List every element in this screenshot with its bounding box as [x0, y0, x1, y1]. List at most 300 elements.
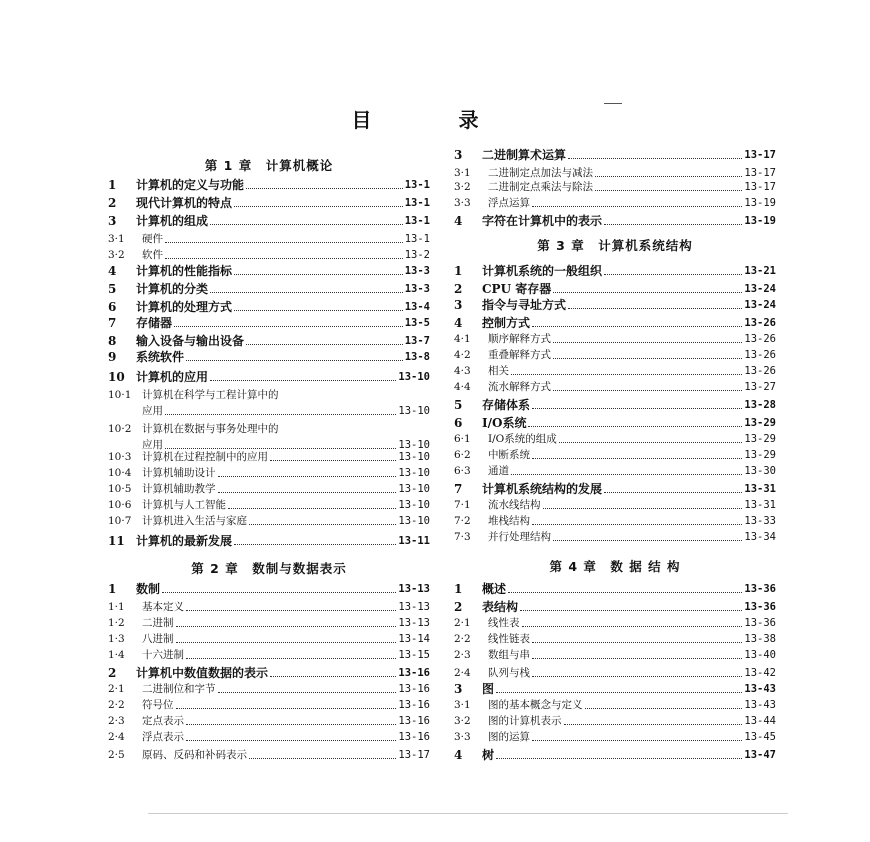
- leader-dots: [568, 308, 742, 309]
- toc-page-number: 13-10: [398, 405, 430, 417]
- toc-entry[interactable]: [108, 422, 430, 437]
- toc-page-number: 13-10: [398, 451, 430, 463]
- toc-entry-title: 图: [482, 682, 495, 696]
- toc-entry[interactable]: [108, 196, 430, 211]
- leader-dots: [604, 224, 742, 225]
- toc-page-number: 13-19: [744, 215, 776, 227]
- leader-dots: [532, 408, 742, 409]
- toc-page-number: 13-45: [744, 731, 776, 743]
- toc-entry-number: 2: [454, 282, 463, 296]
- toc-entry[interactable]: [454, 348, 776, 363]
- toc-page-number: 13-24: [744, 283, 776, 295]
- toc-entry-title: 图的基本概念与定义: [488, 699, 583, 711]
- leader-dots: [186, 610, 396, 611]
- toc-entry[interactable]: [108, 666, 430, 681]
- toc-entry-title: 计算机在科学与工程计算中的: [142, 389, 279, 401]
- toc-entry-title: I/O系统的组成: [488, 433, 557, 445]
- toc-entry-number: 3·2: [454, 715, 471, 727]
- chapter-heading: 第 4 章 数 据 结 构: [549, 559, 681, 574]
- toc-entry-title: 指令与寻址方式: [482, 298, 567, 312]
- page-title: 目 录: [351, 108, 519, 132]
- toc-entry-title: 计算机的最新发展: [136, 534, 233, 548]
- toc-entry[interactable]: [454, 748, 776, 763]
- leader-dots: [496, 758, 742, 759]
- toc-page-number: 13-31: [744, 499, 776, 511]
- toc-entry-number: 1: [108, 582, 117, 596]
- leader-dots: [532, 676, 742, 677]
- toc-entry[interactable]: [454, 332, 776, 347]
- toc-entry-number: 5: [108, 282, 117, 296]
- toc-entry[interactable]: [108, 648, 430, 663]
- toc-page-number: 13-42: [744, 667, 776, 679]
- toc-entry-title: 现代计算机的特点: [136, 196, 233, 210]
- toc-entry[interactable]: [108, 388, 430, 403]
- toc-entry[interactable]: [454, 432, 776, 447]
- leader-dots: [520, 610, 742, 611]
- leader-dots: [532, 206, 742, 207]
- leader-dots: [186, 724, 396, 725]
- toc-page-number: 13-33: [744, 515, 776, 527]
- toc-entry-number: 4: [454, 214, 463, 228]
- toc-entry-number: 9: [108, 350, 117, 364]
- toc-entry[interactable]: [454, 264, 776, 279]
- toc-page-number: 13-26: [744, 365, 776, 377]
- toc-entry-number: 3: [108, 214, 117, 228]
- toc-page-number: 13-26: [744, 349, 776, 361]
- toc-entry[interactable]: [108, 282, 430, 297]
- toc-entry[interactable]: [108, 264, 430, 279]
- leader-dots: [249, 524, 396, 525]
- toc-page-number: 13-21: [744, 265, 776, 277]
- toc-entry-number: 4: [108, 264, 117, 278]
- toc-page-number: 13-11: [398, 535, 430, 547]
- toc-entry-number: 3·2: [454, 181, 471, 193]
- toc-entry-title: 相关: [488, 365, 509, 377]
- toc-entry-title: 字符在计算机中的表示: [482, 214, 603, 228]
- toc-entry-title: 表结构: [482, 600, 519, 614]
- toc-entry[interactable]: [108, 534, 430, 549]
- leader-dots: [564, 724, 743, 725]
- leader-dots: [174, 326, 403, 327]
- toc-entry[interactable]: [108, 334, 430, 349]
- toc-entry-number: 2: [108, 666, 117, 680]
- toc-entry[interactable]: [454, 214, 776, 229]
- toc-entry[interactable]: [454, 196, 776, 211]
- toc-entry-title: 图的运算: [488, 731, 530, 743]
- toc-entry[interactable]: [108, 600, 430, 615]
- toc-entry[interactable]: [454, 714, 776, 729]
- toc-entry-number: 7: [108, 316, 117, 330]
- toc-page-number: 13-17: [744, 181, 776, 193]
- toc-entry[interactable]: [454, 582, 776, 597]
- toc-page-number: 13-8: [404, 351, 430, 363]
- toc-page-number: 13-17: [744, 149, 776, 161]
- toc-entry-number: 3·2: [108, 249, 125, 261]
- toc-page-number: 13-10: [398, 515, 430, 527]
- leader-dots: [543, 508, 743, 509]
- leader-dots: [532, 740, 742, 741]
- toc-entry-number: 2·2: [454, 633, 471, 645]
- toc-entry-title: 计算机的定义与功能: [136, 178, 245, 192]
- toc-page-number: 13-43: [744, 699, 776, 711]
- toc-entry-title: 定点表示: [142, 715, 184, 727]
- toc-entry[interactable]: [454, 600, 776, 615]
- toc-entry-title: 二进制定点加法与减法: [488, 167, 593, 179]
- toc-entry-title: 计算机的性能指标: [136, 264, 233, 278]
- toc-entry-title: 计算机的组成: [136, 214, 209, 228]
- toc-page-number: 13-26: [744, 333, 776, 345]
- toc-entry-number: 4: [454, 748, 463, 762]
- toc-entry-number: 1·2: [108, 617, 125, 629]
- leader-dots: [165, 448, 396, 449]
- toc-entry-number: 5: [454, 398, 463, 412]
- toc-entry[interactable]: [454, 316, 776, 331]
- leader-dots: [532, 524, 742, 525]
- toc-entry-number: 3·3: [454, 197, 471, 209]
- toc-entry[interactable]: [454, 416, 776, 431]
- leader-dots: [176, 708, 397, 709]
- toc-entry-number: 2·2: [108, 699, 125, 711]
- toc-entry-title-cont: 应用: [142, 439, 163, 451]
- scan-edge: [148, 813, 788, 814]
- toc-entry-number: 10·4: [108, 467, 132, 479]
- toc-page-number: 13-29: [744, 449, 776, 461]
- toc-entry-number: 4·3: [454, 365, 471, 377]
- chapter-heading: 第 2 章 数制与数据表示: [191, 561, 347, 576]
- toc-entry-title: 基本定义: [142, 601, 184, 613]
- toc-page-number: 13-27: [744, 381, 776, 393]
- toc-entry-number: 11: [108, 534, 125, 548]
- toc-page-number: 13-16: [398, 699, 430, 711]
- toc-entry-number: 3·1: [108, 233, 125, 245]
- leader-dots: [270, 676, 396, 677]
- toc-entry-title: 树: [482, 748, 495, 762]
- toc-entry[interactable]: [108, 682, 430, 697]
- toc-page-number: 13-2: [404, 249, 430, 261]
- toc-entry-number: 10·5: [108, 483, 132, 495]
- toc-entry[interactable]: [108, 514, 430, 529]
- toc-page-number: 13-30: [744, 465, 776, 477]
- toc-entry-title: 二进制位和字节: [142, 683, 216, 695]
- toc-entry[interactable]: [108, 748, 430, 763]
- chapter-heading: 第 3 章 计算机系统结构: [537, 238, 693, 253]
- toc-page-number: 13-10: [398, 439, 430, 451]
- toc-entry-number: 3·1: [454, 699, 471, 711]
- toc-entry[interactable]: [108, 582, 430, 597]
- toc-page-number: 13-15: [398, 649, 430, 661]
- toc-entry[interactable]: [454, 448, 776, 463]
- toc-entry-title: 计算机中数值数据的表示: [136, 666, 269, 680]
- toc-entry-number: 2·5: [108, 749, 125, 761]
- toc-entry[interactable]: [108, 214, 430, 229]
- toc-entry-title: 中断系统: [488, 449, 530, 461]
- toc-entry-title: 顺序解释方式: [488, 333, 551, 345]
- toc-page-number: 13-1: [404, 233, 430, 245]
- toc-page-number: 13-38: [744, 633, 776, 645]
- toc-page-number: 13-26: [744, 317, 776, 329]
- toc-entry[interactable]: [108, 450, 430, 465]
- leader-dots: [532, 458, 742, 459]
- toc-entry-number: 2·3: [108, 715, 125, 727]
- toc-entry[interactable]: [454, 364, 776, 379]
- leader-dots: [162, 592, 396, 593]
- toc-entry[interactable]: [108, 466, 430, 481]
- toc-entry-number: 7·1: [454, 499, 471, 511]
- toc-page-number: 13-3: [404, 265, 430, 277]
- leader-dots: [522, 626, 743, 627]
- toc-entry-title: 浮点表示: [142, 731, 184, 743]
- toc-entry-title: 计算机与人工智能: [142, 499, 226, 511]
- leader-dots: [234, 310, 403, 311]
- toc-entry-title: I/O系统: [482, 416, 527, 430]
- toc-entry-title: CPU 寄存器: [482, 282, 552, 296]
- toc-entry-title: 数组与串: [488, 649, 530, 661]
- toc-page-number: 13-47: [744, 749, 776, 761]
- leader-dots: [186, 740, 396, 741]
- toc-page-number: 13-7: [404, 335, 430, 347]
- toc-entry[interactable]: [454, 648, 776, 663]
- toc-entry-number: 8: [108, 334, 117, 348]
- leader-dots: [210, 224, 403, 225]
- toc-page-number: 13-36: [744, 601, 776, 613]
- leader-dots: [210, 292, 403, 293]
- toc-page-number: 13-14: [398, 633, 430, 645]
- toc-entry-title: 计算机的应用: [136, 370, 209, 384]
- toc-page-number: 13-1: [404, 215, 430, 227]
- toc-entry-title: 线性链表: [488, 633, 530, 645]
- toc-page-number: 13-4: [404, 301, 430, 313]
- toc-page-number: 13-16: [398, 667, 430, 679]
- toc-entry[interactable]: [454, 698, 776, 713]
- toc-entry-title: 计算机的处理方式: [136, 300, 233, 314]
- toc-page-number: 13-5: [404, 317, 430, 329]
- leader-dots: [176, 642, 397, 643]
- leader-dots: [186, 360, 403, 361]
- leader-dots: [553, 390, 742, 391]
- toc-entry-number: 4·4: [454, 381, 471, 393]
- leader-dots: [186, 658, 396, 659]
- toc-entry-number: 1: [454, 264, 463, 278]
- leader-dots: [218, 476, 397, 477]
- toc-entry-title: 重叠解释方式: [488, 349, 551, 361]
- toc-entry-number: 7·3: [454, 531, 471, 543]
- leader-dots: [165, 242, 403, 243]
- toc-entry-number: 1·4: [108, 649, 125, 661]
- toc-entry-title: 并行处理结构: [488, 531, 551, 543]
- toc-page-number: 13-10: [398, 483, 430, 495]
- toc-entry-number: 2·4: [108, 731, 125, 743]
- toc-page-number: 13-10: [398, 467, 430, 479]
- toc-page-number: 13-31: [744, 483, 776, 495]
- toc-entry[interactable]: [108, 370, 430, 385]
- toc-entry-title: 计算机的分类: [136, 282, 209, 296]
- toc-entry-number: 2·1: [108, 683, 125, 695]
- toc-entry[interactable]: [108, 232, 430, 247]
- leader-dots: [553, 358, 742, 359]
- toc-entry-number: 3·3: [454, 731, 471, 743]
- toc-entry-number: 10: [108, 370, 125, 384]
- toc-entry-title: 浮点运算: [488, 197, 530, 209]
- toc-entry-number: 2·1: [454, 617, 471, 629]
- toc-entry[interactable]: [454, 398, 776, 413]
- toc-entry[interactable]: [454, 666, 776, 681]
- leader-dots: [234, 544, 396, 545]
- toc-entry[interactable]: [108, 482, 430, 497]
- toc-entry-title: 硬件: [142, 233, 163, 245]
- toc-page-number: 13-44: [744, 715, 776, 727]
- leader-dots: [604, 492, 742, 493]
- leader-dots: [595, 176, 742, 177]
- toc-entry[interactable]: [454, 682, 776, 697]
- toc-entry-number: 1·3: [108, 633, 125, 645]
- toc-entry-number: 10·6: [108, 499, 132, 511]
- toc-entry-title: 输入设备与输出设备: [136, 334, 245, 348]
- leader-dots: [234, 274, 403, 275]
- toc-entry-title: 存储体系: [482, 398, 531, 412]
- toc-entry[interactable]: [108, 316, 430, 331]
- leader-dots: [604, 274, 742, 275]
- toc-page-number: 13-29: [744, 417, 776, 429]
- toc-entry-title: 图的计算机表示: [488, 715, 562, 727]
- toc-page-number: 13-10: [398, 499, 430, 511]
- leader-dots: [218, 492, 397, 493]
- toc-entry-number: 4·1: [454, 333, 471, 345]
- toc-entry-number: 4: [454, 316, 463, 330]
- toc-entry[interactable]: [108, 300, 430, 315]
- leader-dots: [508, 592, 742, 593]
- toc-entry-title: 数制: [136, 582, 161, 596]
- toc-entry[interactable]: [454, 180, 776, 195]
- toc-page-number: 13-17: [744, 167, 776, 179]
- toc-entry[interactable]: [108, 248, 430, 263]
- toc-entry-title: 队列与栈: [488, 667, 530, 679]
- toc-entry-number: 1: [454, 582, 463, 596]
- toc-entry[interactable]: [108, 730, 430, 745]
- toc-entry-title: 原码、反码和补码表示: [142, 749, 247, 761]
- toc-entry-number: 10·3: [108, 451, 132, 463]
- toc-entry[interactable]: [454, 482, 776, 497]
- toc-entry-number: 1·1: [108, 601, 125, 613]
- leader-dots: [532, 642, 742, 643]
- toc-entry-title: 计算机辅助教学: [142, 483, 216, 495]
- toc-entry[interactable]: [454, 464, 776, 479]
- toc-entry[interactable]: [454, 166, 776, 181]
- toc-entry-number: 2: [454, 600, 463, 614]
- toc-entry[interactable]: [454, 530, 776, 545]
- toc-entry-title: 流水线结构: [488, 499, 541, 511]
- toc-entry-number: 3: [454, 682, 463, 696]
- toc-entry-number: 2·3: [454, 649, 471, 661]
- toc-entry[interactable]: [108, 632, 430, 647]
- toc-entry-number: 6·2: [454, 449, 471, 461]
- scan-mark: [604, 103, 622, 104]
- toc-page-number: 13-1: [404, 179, 430, 191]
- leader-dots: [176, 626, 397, 627]
- toc-entry-number: 6: [454, 416, 463, 430]
- leader-dots: [249, 758, 396, 759]
- toc-entry-continuation[interactable]: [108, 404, 430, 419]
- leader-dots: [270, 460, 396, 461]
- toc-entry[interactable]: [454, 282, 776, 297]
- toc-entry[interactable]: [108, 178, 430, 193]
- leader-dots: [595, 190, 742, 191]
- leader-dots: [165, 258, 403, 259]
- leader-dots: [165, 414, 396, 415]
- leader-dots: [585, 708, 743, 709]
- toc-entry[interactable]: [108, 714, 430, 729]
- toc-page-number: 13-17: [398, 749, 430, 761]
- toc-entry-number: 6·1: [454, 433, 471, 445]
- toc-page-number: 13-40: [744, 649, 776, 661]
- leader-dots: [511, 474, 742, 475]
- toc-page-number: 13-19: [744, 197, 776, 209]
- toc-entry-title: 二进制: [142, 617, 174, 629]
- toc-entry-title: 符号位: [142, 699, 174, 711]
- toc-entry-number: 7: [454, 482, 463, 496]
- toc-entry[interactable]: [454, 498, 776, 513]
- leader-dots: [210, 380, 396, 381]
- toc-entry-title: 堆栈结构: [488, 515, 530, 527]
- toc-entry[interactable]: [454, 298, 776, 313]
- toc-page-number: 13-16: [398, 731, 430, 743]
- toc-entry[interactable]: [454, 730, 776, 745]
- toc-entry-number: 7·2: [454, 515, 471, 527]
- toc-entry-number: 2·4: [454, 667, 471, 679]
- toc-entry-title: 十六进制: [142, 649, 184, 661]
- toc-entry-title: 流水解释方式: [488, 381, 551, 393]
- toc-entry[interactable]: [454, 632, 776, 647]
- toc-entry-title: 八进制: [142, 633, 174, 645]
- leader-dots: [528, 426, 742, 427]
- toc-page-number: 13-36: [744, 617, 776, 629]
- toc-entry-title: 二进制定点乘法与除法: [488, 181, 593, 193]
- toc-page-number: 13-24: [744, 299, 776, 311]
- toc-entry[interactable]: [454, 148, 776, 163]
- toc-entry-number: 6: [108, 300, 117, 314]
- toc-page-number: 13-28: [744, 399, 776, 411]
- toc-entry-title: 计算机在数据与事务处理中的: [142, 423, 279, 435]
- toc-entry-number: 3: [454, 298, 463, 312]
- toc-page-number: 13-3: [404, 283, 430, 295]
- leader-dots: [234, 206, 403, 207]
- leader-dots: [218, 692, 397, 693]
- toc-entry-number: 10·1: [108, 389, 132, 401]
- toc-entry-number: 10·7: [108, 515, 132, 527]
- toc-entry[interactable]: [108, 350, 430, 365]
- toc-page-number: 13-36: [744, 583, 776, 595]
- leader-dots: [559, 442, 743, 443]
- toc-entry[interactable]: [108, 498, 430, 513]
- toc-entry-title: 二进制算术运算: [482, 148, 567, 162]
- toc-entry-title: 计算机进入生活与家庭: [142, 515, 247, 527]
- toc-entry-number: 2: [108, 196, 117, 210]
- leader-dots: [568, 158, 742, 159]
- toc-entry[interactable]: [454, 380, 776, 395]
- toc-entry[interactable]: [108, 698, 430, 713]
- toc-entry[interactable]: [454, 616, 776, 631]
- toc-entry-number: 6·3: [454, 465, 471, 477]
- toc-page-number: 13-13: [398, 583, 430, 595]
- toc-page-number: 13-16: [398, 715, 430, 727]
- toc-page-number: 13-1: [404, 197, 430, 209]
- toc-entry[interactable]: [108, 616, 430, 631]
- toc-entry-title: 计算机系统结构的发展: [482, 482, 603, 496]
- toc-entry-number: 3·1: [454, 167, 471, 179]
- leader-dots: [246, 344, 403, 345]
- toc-entry-number: 3: [454, 148, 463, 162]
- toc-page-number: 13-34: [744, 531, 776, 543]
- toc-entry[interactable]: [454, 514, 776, 529]
